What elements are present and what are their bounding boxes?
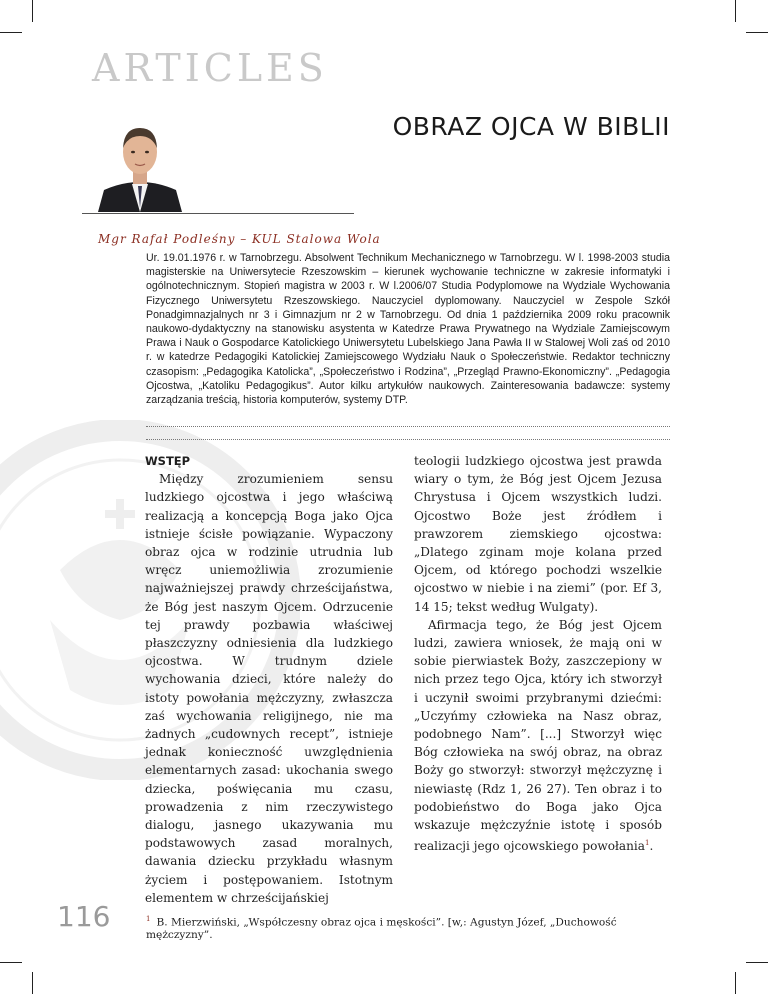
crop-mark bbox=[735, 0, 736, 22]
body-paragraph: teologii ludzkiego ojcostwa jest prawda wiary o tym, że Bóg jest Ojcem Jezusa Chrystusa i Ojcem wszystkich ludzi. Ojcostwo Boże jest źródłem i prawzorem ziemskiego ojcostwa: „Dlatego zginam moje kolana przed Ojcem, od którego pochodzi wszelkie ojcostwo w niebie i na ziemi” (por. Ef 3, 14 15; tekst według Wulgaty). bbox=[414, 454, 662, 614]
crop-mark bbox=[0, 962, 22, 963]
header-rule bbox=[82, 213, 354, 214]
author-photo-icon bbox=[90, 112, 190, 212]
paragraph-end: . bbox=[649, 839, 654, 854]
section-label: ARTICLES bbox=[92, 46, 328, 90]
author-bio: Ur. 19.01.1976 r. w Tarnobrzegu. Absolwent Technikum Mechanicznego w Tarnobrzegu. W l. 1998-2003 studia magisterskie na Uniwersytecie Rzeszowskim – kierunek wychowanie techniczne w zakresie informatyki i ogólnotechnicznym. Stopień magistra w 2003 r. W l.2006/07 Studia Podyplomowe na Wydziale Wychowania Fizycznego Uniwersytetu Rzeszowskiego. Nauczyciel dyplomowany. Nauczyciel w Zespole Szkół Ponadgimnazjalnych nr 3 i Gimnazjum nr 2 w Tarnobrzegu. Od dnia 1 października 2009 roku pracownik naukowo-dydaktyczny na stanowisku asystenta w Katedrze Prawa Prywatnego na Wydziale Zamiejscowym Prawa i Nauk o Gospodarce Katolickiego Uniwersytetu Lubelskiego Jana Pawła II w Stalowej Woli zaś od 2010 r. w katedrze Pedagogiki Katolickiej Zamiejscowego Wydziału Nauk o Społeczeństwie. Redaktor techniczny czasopism: „Pedagogika Katolicka”, „Społeczeństwo i Rodzina”, „Przegląd Prawno-Ekonomiczny”. „Pedagogia Ojcostwa, „Katoliku Pedagogikus”. Autor kilku artykułów naukowych. Zainteresowania badawcze: systemy zarządzania treścią, historia komputerów, systemy DTP. bbox=[146, 252, 670, 407]
footnote-mark: 1 bbox=[146, 915, 151, 923]
page-number: 116 bbox=[57, 900, 111, 933]
divider-dotted bbox=[146, 426, 670, 427]
crop-mark bbox=[735, 972, 736, 994]
crop-mark bbox=[32, 972, 33, 994]
crop-mark bbox=[32, 0, 33, 22]
body-column-right bbox=[414, 452, 662, 856]
divider-dotted bbox=[146, 439, 670, 440]
crop-mark bbox=[746, 32, 768, 33]
footnote-ref[interactable]: 1 bbox=[645, 839, 650, 848]
paragraph-text: Afirmacja tego, że Bóg jest Ojcem ludzi, zawiera wniosek, że mają oni w sobie pierwiastek Boży, zaszczepiony w nich przez tego Ojca, który ich stworzył i uczynił swoimi przybranymi dziećmi: „Uczyńmy człowieka na Nasz obraz, podobnego Nam”. [...] Stworzył więc Bóg człowieka na swój obraz, na obraz Boży go stworzył: stworzył mężczyznę i niewiastę (Rdz 1, 26 27). Ten obraz i to podobieństwo do Boga jako Ojca wskazuje mężczyźnie istotę i sposób realizacji jego ojcowskiego powołania bbox=[414, 617, 662, 854]
author-name: Mgr Rafał Podleśny – KUL Stalowa Wola bbox=[98, 232, 381, 246]
page-title: OBRAZ OJCA W BIBLII bbox=[392, 112, 670, 141]
crop-mark bbox=[746, 962, 768, 963]
footnote bbox=[146, 915, 676, 941]
body-paragraph: Między zrozumieniem sensu ludzkiego ojcostwa i jego właściwą realizacją a koncepcją Boga jako Ojca istnieje ścisłe powiązanie. Wypaczony obraz ojca w rodzinie utrudnia lub wręcz uniemożliwia zrozumienie najważniejszej prawdy chrześcijaństwa, że Bóg jest naszym Ojcem. Odrzucenie tej prawdy pozbawia właściwej płaszczyzny odniesienia dla ludzkiego ojcostwa. W trudnym dziele wychowania dzieci, które należy do istoty powołania mężczyzny, zwłaszcza zaś wychowania religijnego, nie ma żadnych „cudownych recept”, istnieje jednak konieczność uwzględnienia elementarnych zasad: ukochania swego dziecka, poświęcania mu czasu, prowadzenia z nim rzeczywistego dialogu, jasnego ukazywania mu podstawowych zasad moralnych, dawania dziecku przykładu własnym życiem i postępowaniem. Istotnym elementem w chrześcijańskiej bbox=[145, 472, 393, 905]
section-heading: WSTĘP bbox=[145, 454, 191, 468]
body-column-left bbox=[145, 452, 393, 907]
author-photo bbox=[90, 112, 190, 212]
body-paragraph bbox=[414, 616, 662, 856]
footnote-text: B. Mierzwiński, „Współczesny obraz ojca i męskości”. [w,: Agustyn Józef, „Duchowość mężczyzny”. bbox=[146, 916, 617, 941]
crop-mark bbox=[0, 32, 22, 33]
